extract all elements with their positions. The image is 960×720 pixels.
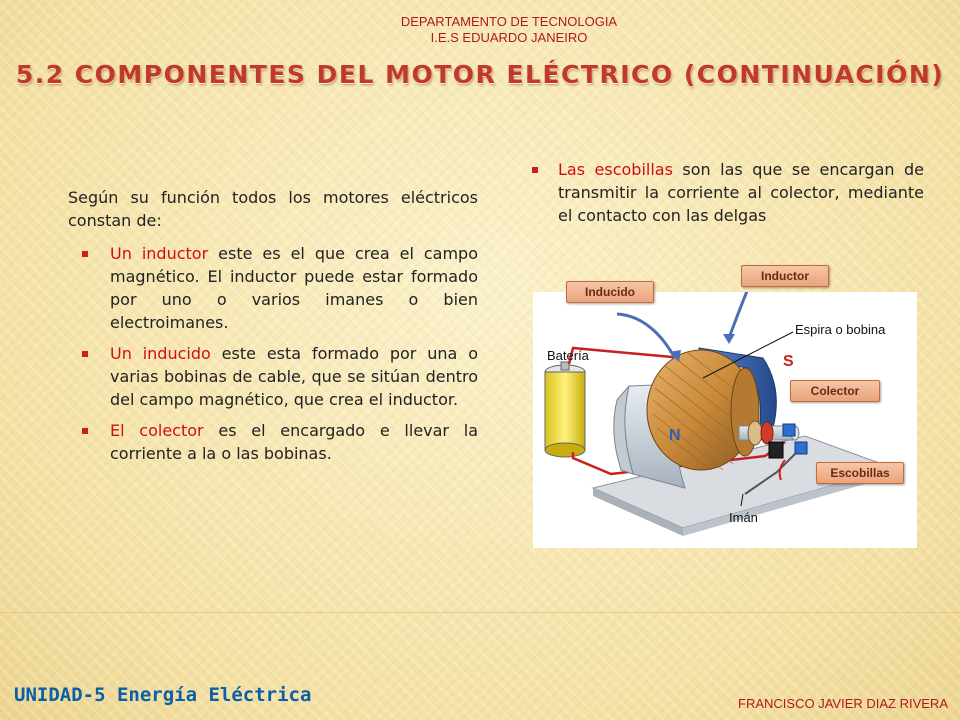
label-inducido: Inducido — [566, 281, 654, 303]
term-colector: El colector — [110, 421, 204, 440]
list-item-inducido — [68, 342, 478, 411]
component-list — [68, 242, 478, 465]
label-bateria: Batería — [547, 348, 589, 363]
motor-illustration — [533, 292, 917, 548]
arrow-inductor — [729, 292, 749, 338]
bullet-icon — [82, 251, 88, 257]
arrow-inducido — [617, 314, 675, 358]
label-colector: Colector — [790, 380, 880, 402]
text-colector: es el encargado e llevar la corriente a la o las bobinas. — [110, 421, 478, 463]
term-escobillas: Las escobillas — [558, 160, 673, 179]
motor-diagram — [533, 292, 917, 548]
term-inducido: Un inducido — [110, 344, 211, 363]
left-column — [68, 186, 478, 473]
label-iman: Imán — [729, 510, 758, 525]
author-name: FRANCISCO JAVIER DIAZ RIVERA — [738, 696, 948, 711]
text-inducido: este esta formado por una o varias bobinas de cable, que se sitúan dentro del campo magnético, que crea el inductor. — [110, 344, 478, 409]
label-espira: Espira o bobina — [795, 322, 886, 337]
right-column — [530, 158, 924, 235]
intro-text: Según su función todos los motores eléctricos constan de: — [68, 188, 478, 230]
school-name: I.E.S EDUARDO JANEIRO — [430, 30, 588, 45]
label-escobillas: Escobillas — [816, 462, 904, 484]
list-item-escobillas — [530, 158, 924, 227]
text-inductor: este es el que crea el campo magnético. El inductor puede estar formado por uno o varios imanes o bien electroimanes. — [110, 244, 478, 332]
footer-divider — [0, 612, 960, 613]
slide-title: 5.2 COMPONENTES DEL MOTOR ELÉCTRICO (CONTINUACIÓN) — [15, 60, 945, 89]
list-item-colector — [68, 419, 478, 465]
header — [0, 14, 960, 46]
bullet-icon — [532, 167, 538, 173]
label-inductor: Inductor — [741, 265, 829, 287]
label-north: N — [669, 427, 681, 444]
text-escobillas: son las que se encargan de transmitir la corriente al colector, mediante el contacto con las delgas — [558, 160, 924, 225]
list-item-inductor — [68, 242, 478, 334]
unit-title: UNIDAD-5 Energía Eléctrica — [14, 684, 312, 706]
term-inductor: Un inductor — [110, 244, 209, 263]
battery-icon — [545, 362, 585, 457]
coil-icon — [647, 350, 759, 470]
department-name: DEPARTAMENTO DE TECNOLOGIA — [400, 14, 618, 29]
bullet-icon — [82, 428, 88, 434]
escobillas-list — [530, 158, 924, 227]
label-south: S — [783, 353, 794, 370]
bullet-icon — [82, 351, 88, 357]
